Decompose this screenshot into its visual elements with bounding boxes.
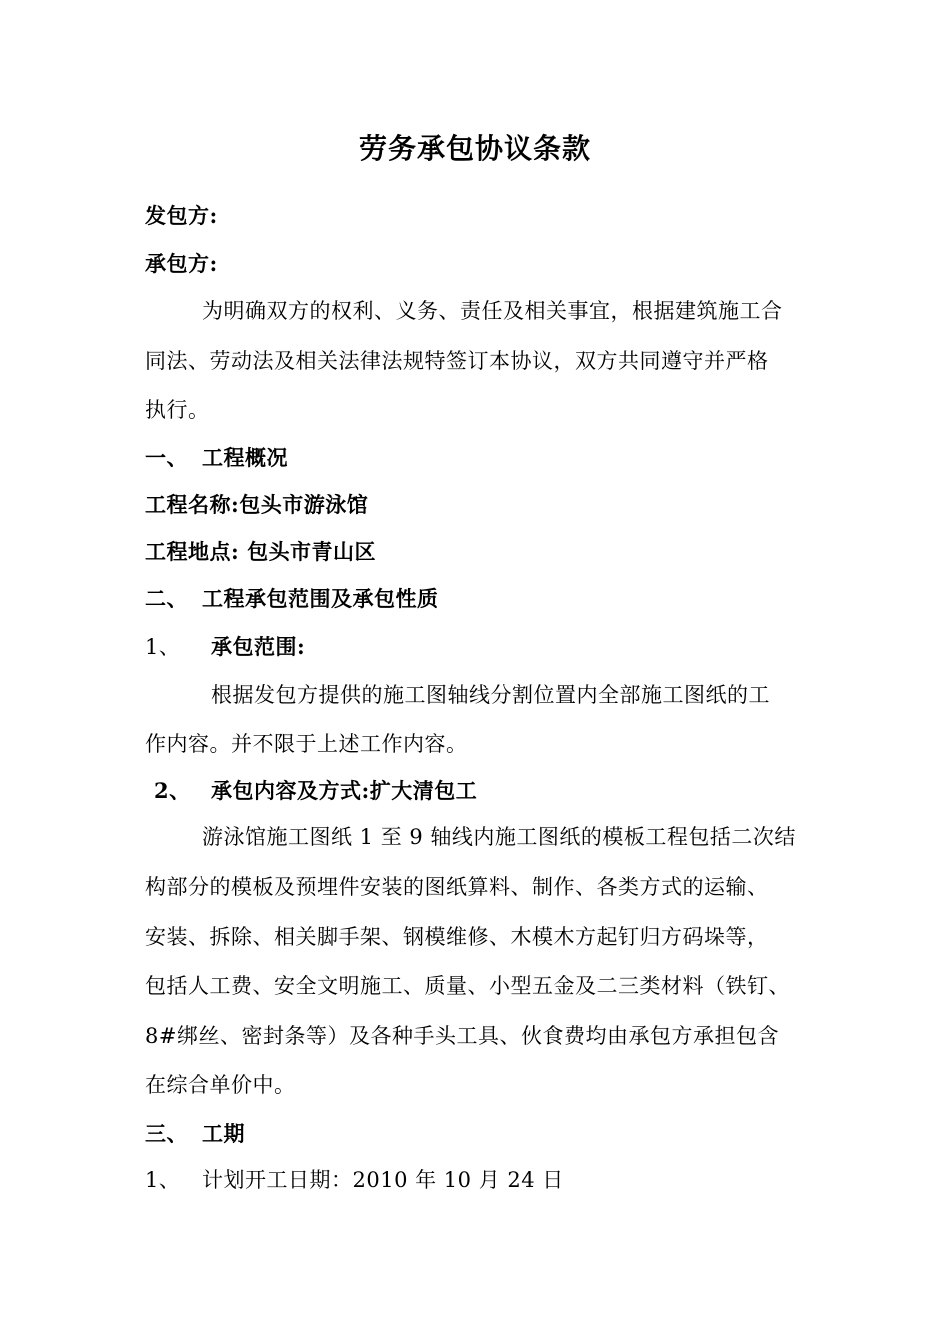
item-2-2-heading: 承包内容及方式:扩大清包工 xyxy=(211,778,478,803)
item-2-2-body-line-3: 安装、拆除、相关脚手架、钢模维修、木模木方起钉归方码垛等， xyxy=(145,925,769,949)
item-3-1-number: 1、 xyxy=(145,1168,181,1192)
item-2-2-body-line-2: 构部分的模板及预埋件安装的图纸算料、制作、各类方式的运输、 xyxy=(145,875,769,899)
section-1-number: 一、 xyxy=(145,445,188,470)
item-2-1-heading: 承包范围: xyxy=(211,634,306,659)
section-1-heading: 工程概况 xyxy=(202,445,288,470)
item-2-2-body-line-6: 在综合单价中。 xyxy=(145,1073,296,1097)
intro-line-3: 执行。 xyxy=(145,398,210,422)
section-2-number: 二、 xyxy=(145,586,188,611)
item-2-2-body-line-5: 8#绑丝、密封条等）及各种手头工具、伙食费均由承包方承担包含 xyxy=(145,1024,779,1048)
section-2-heading: 工程承包范围及承包性质 xyxy=(202,586,439,611)
project-name: 工程名称:包头市游泳馆 xyxy=(145,492,369,517)
party-a-label: 发包方: xyxy=(145,203,218,228)
project-location: 工程地点: 包头市青山区 xyxy=(145,539,377,564)
section-3-number: 三、 xyxy=(145,1121,188,1146)
item-2-2-body-line-1: 游泳馆施工图纸 1 至 9 轴线内施工图纸的模板工程包括二次结 xyxy=(202,825,796,849)
item-3-1-text: 计划开工日期：2010 年 10 月 24 日 xyxy=(202,1168,564,1192)
item-2-2-body-line-4: 包括人工费、安全文明施工、质量、小型五金及二三类材料（铁钉、 xyxy=(145,974,790,998)
section-3-heading: 工期 xyxy=(202,1121,245,1146)
item-2-1-body-line-2: 作内容。并不限于上述工作内容。 xyxy=(145,732,468,756)
intro-line-1: 为明确双方的权利、义务、责任及相关事宜，根据建筑施工合 xyxy=(202,299,783,323)
party-b-label: 承包方: xyxy=(145,251,218,276)
page-title: 劳务承包协议条款 xyxy=(358,132,591,165)
item-2-1-number: 1、 xyxy=(145,635,181,659)
item-2-1-body-line-1: 根据发包方提供的施工图轴线分割位置内全部施工图纸的工 xyxy=(211,683,770,707)
intro-line-2: 同法、劳动法及相关法律法规特签订本协议，双方共同遵守并严格 xyxy=(145,349,769,373)
item-2-2-number: 2、 xyxy=(154,778,191,803)
